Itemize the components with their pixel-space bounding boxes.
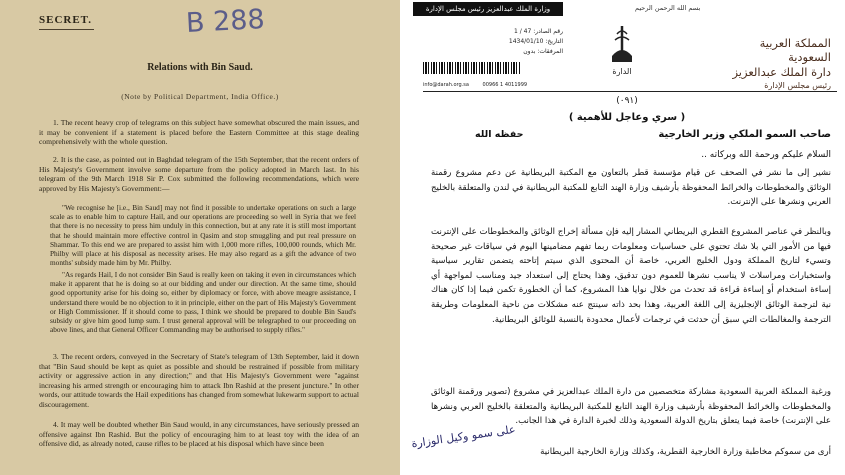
paragraph-2: 2. It is the case, as pointed out in Baghdad telegram of the 15th September, that the recent orders of His Majesty's Government involve some departure from the policy adopted in March last. In his telegram of the 9th March 1918 Sir P. Cox submitted the following recommendations, which were approved by His Majesty's Government:—: [39, 155, 359, 193]
number-badge: (٠٩١): [616, 96, 638, 106]
greeting: السلام عليكم ورحمة الله وبركاته ..: [701, 150, 831, 160]
reference-meta: [483, 27, 563, 57]
logo-line-3: رئيس مجلس الإدارة: [764, 81, 831, 90]
document-title: Relations with Bin Saud.: [147, 62, 253, 73]
date-value: 1434/01/10: [508, 38, 544, 45]
divider: [400, 0, 409, 475]
handwritten-note: على سمو وكيل الوزارة: [410, 422, 517, 451]
date-label: التاريخ:: [545, 38, 563, 45]
confidential-label: ( سري وعاجل للأهمية ): [568, 112, 686, 123]
header-bar: وزارة الملك عبدالعزيز رئيس مجلس الإدارة: [413, 2, 563, 16]
body-paragraph-1: نشير إلى ما نشر في الصحف عن قيام مؤسسة قطر بالتعاون مع المكتبة البريطانية عن دعم مشروع رقمنة الوثائق والمخطوطات والخرائط المحفوظة بأرشيف وزارة الهند التابع للمكتبة البريطانية في لندن والمتعلقة بالخليج العربي ونشرها على الإنترنت.: [431, 168, 831, 208]
paragraph-3: 3. The recent orders, conveyed in the Secretary of State's telegram of 13th September, laid it down that "Bin Saud should be kept as quiet as possible and should be restrained if possible from military activity or aggressive action in any direction;" and that His Majesty's Government were "against increasing his armed strength or encouraging him to attack Ibn Rashid at the present juncture." In other words, our attitude towards the Hail expeditions has changed from somewhat lukewarm support to actual discouragement.: [39, 352, 359, 409]
number-label: رقم الصادر:: [533, 28, 563, 35]
logo-line-2: دارة الملك عبدالعزيز: [732, 65, 831, 79]
contact-email: info@darah.org.sa: [423, 82, 469, 88]
darah-emblem-icon: [597, 22, 647, 78]
number-value: 47 / 1: [513, 28, 532, 35]
attachments-value: بدون: [523, 48, 536, 55]
right-document-scan: [409, 0, 845, 475]
basmala: بسم الله الرحمن الرحيم: [635, 4, 701, 12]
attachments-label: المرفقات:: [537, 48, 563, 55]
handwritten-reference: B 288: [185, 3, 266, 40]
classification-underline: [39, 29, 94, 30]
institution-logo: [719, 36, 831, 90]
paragraph-1: 1. The recent heavy crop of telegrams on this subject have somewhat obscured the main issues, and it may be convenient if a statement is placed before the Eastern Committee at this stage dealing comprehensively with the whole question.: [39, 118, 359, 146]
document-note: (Note by Political Department, India Office.): [121, 92, 279, 101]
classification-label: SECRET.: [39, 14, 92, 26]
logo-line-1: المملكة العربية السعودية: [759, 36, 831, 64]
body-paragraph-3: ورغبة المملكة العربية السعودية مشاركة متخصصين من دارة الملك عبدالعزيز في مشروع (تصوير ورقمنة الوثائق والمخطوطات والخرائط المحفوظة بأرشيف وزارة الهند التابع للمكتبة البريطانية والمتعلقة بالخليج العربي ونشرها على الإنترنت) خاصة فيما يتعلق بتاريخ الدولة السعودية وذلك لخبرة الدارة في هذا الجانب.: [431, 387, 831, 427]
header-rule: [423, 91, 837, 92]
emblem-caption: الدارة: [612, 67, 632, 76]
paragraph-4: 4. It may well be doubted whether Bin Saud would, in any circumstances, have seriously pressed an offensive against Ibn Rashid. But the policy of encouraging him to at least toy with the idea of an offensive did, as already noted, cause rifles to be placed at his disposal which have since been: [39, 420, 359, 448]
contact-phone: 00966 1 4011999: [482, 82, 528, 88]
body-paragraph-2: وبالنظر في عناصر المشروع القطري البريطاني المشار إليه فإن مسألة إخراج الوثائق والمخطوطات على الإنترنت فيها من الأمور التي بلا شك تحتوي على حساسيات ومعلومات ربما تفهم مضامينها اليوم في سياقات غير صحيحة وتسيء لتاريخ المملكة ودول الخليج العربي، خاصة أن المحتوى الذي سيتم إتاحته يتضمن تقارير سياسية واستخبارات ومراسلات لا يناسب نشرها للعموم دون تدقيق، وهذا يحتاج إلى استعداد جيد ومناسب لمواجهة أي إساءة استخدام أو إساءة قراءة قد تحدث من خلال نوايا هذا المشروع، كما أن الخطورة تكمن فيما إذا كان هناك نية لترجمة الوثائق الإنجليزية إلى اللغة العربية، وهذا بحد ذاته سينتج عنه مشكلات من ناحية المعلومات وطريقة الترجمة والمغالطات التي سبق أن حدثت في ترجمات لأعمال محدودة بالنسبة للوثائق البريطانية.: [431, 227, 831, 325]
honorific: حفظه الله: [475, 129, 524, 140]
contact-line: [423, 82, 723, 88]
body-paragraph-4: أرى من سموكم مخاطبة وزارة الخارجية القطرية، وكذلك وزارة الخارجية البريطانية: [540, 447, 831, 457]
barcode: [423, 62, 521, 74]
left-document-scan: [0, 0, 400, 475]
quote-paragraph-1: "We recognise he [i.e., Bin Saud] may not find it possible to undertake operations on such a large scale as to enable him to capture Hail, and our operations are proceeding so well in Syria that we feel that there is no necessity to press him unduly in this connection, but at any rate it is still most important that he should maintain more effective control in Qasim and stop smuggling and put real pressure on Shammar. To this end we are prepared to assist him with 1,000 more rifles, 100,000 rounds, which Mr. Philby will place at his disposal as necessity arises. He may also regard as a gift the advance of two months' subsidy made him by Mr. Philby.: [50, 203, 356, 268]
quote-paragraph-2: "As regards Hail, I do not consider Bin Saud is really keen on taking it even in circumstances which make it apparent that he is doing so at our bidding and under our direction. At the same time, should good opportunity arise for his doing so, either by diplomacy or force, with above meagre assistance, I understand there would be no objection to it in principle, either on the part of His Majesty's Government or High Commissioner. If it should come to pass, I think we should be prepared to double Bin Saud's subsidy or give him good lump sum. I trust general approval will be telegraphed to our proceeding on above lines, and that General Officer Commanding may be authorised to supply rifles.": [50, 270, 356, 335]
addressee: صاحب السمو الملكي وزير الخارجية: [658, 129, 831, 140]
